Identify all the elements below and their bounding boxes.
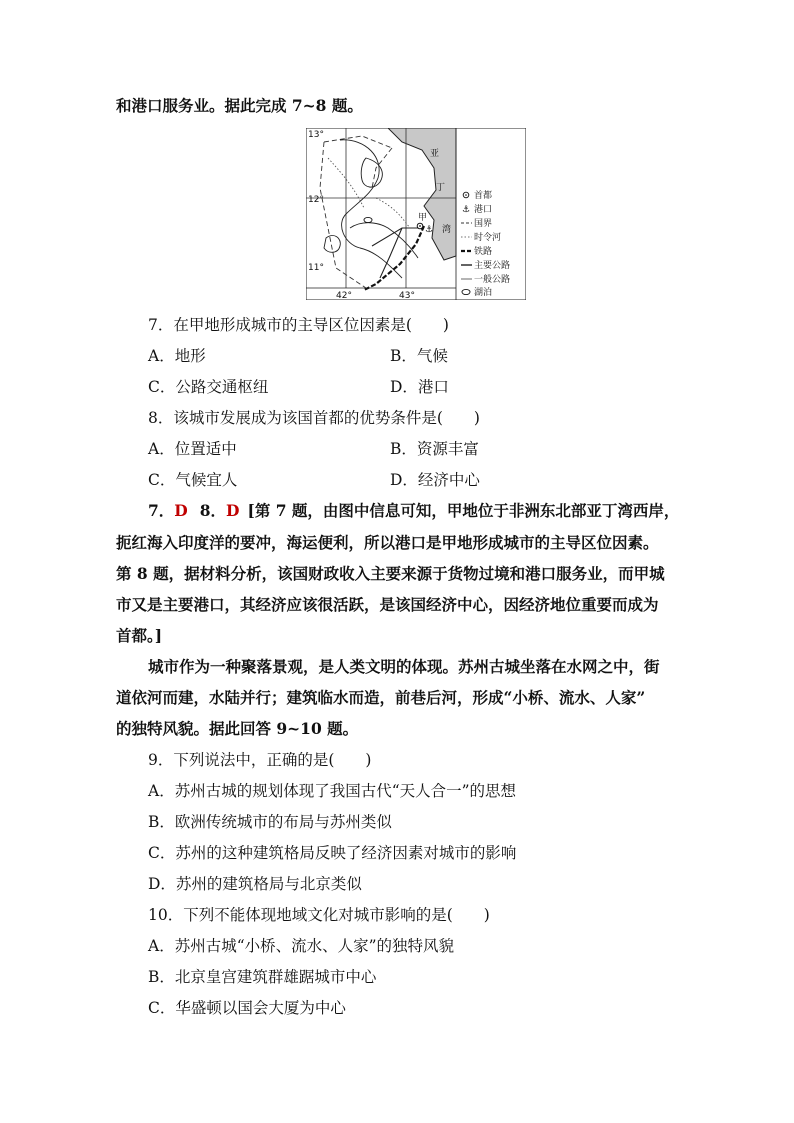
q7-option-a: A．地形	[148, 347, 206, 365]
lon-label-42: 42°	[336, 291, 352, 300]
q8-option-b: B．资源丰富	[390, 440, 479, 458]
legend-railway: 铁路	[474, 247, 493, 257]
answer78-line3: 第 8 题，据材料分析，该国财政收入主要来源于货物过境和港口服务业，而甲城	[116, 564, 665, 583]
lat-label-13: 13°	[308, 130, 324, 140]
q9-stem: 9．下列说法中，正确的是( )	[148, 751, 372, 769]
q7-option-d: D．港口	[390, 378, 449, 396]
q10-option-a: A．苏州古城“小桥、流水、人家”的独特风貌	[148, 937, 455, 955]
map-svg	[306, 128, 526, 300]
answer78-line2: 扼红海入印度洋的要冲，海运便利，所以港口是甲地形成城市的主导区位因素。	[116, 533, 659, 552]
legend-border: 国界	[474, 219, 493, 229]
passage2-line2: 道依河而建，水陆并行；建筑临水而造，前巷后河，形成“小桥、流水、人家”	[116, 688, 646, 707]
answer78-prefix1: 7．	[148, 501, 175, 520]
capital-dot	[419, 225, 421, 227]
q9-option-b: B．欧洲传统城市的布局与苏州类似	[148, 813, 392, 831]
map-figure	[306, 128, 526, 300]
legend-main-road: 主要公路	[474, 261, 511, 271]
q8-stem: 8．该城市发展成为该国首都的优势条件是( )	[148, 409, 480, 427]
q10-option-b: B．北京皇宫建筑群雄踞城市中心	[148, 968, 377, 986]
answer78-line1-rest: [第 7 题，由图中信息可知，甲地位于非洲东北部亚丁湾西岸，	[247, 501, 680, 520]
q10-option-c: C．华盛顿以国会大厦为中心	[148, 999, 346, 1017]
q9-option-a: A．苏州古城的规划体现了我国古代“天人合一”的思想	[148, 782, 517, 800]
legend-lake: 湖泊	[474, 288, 493, 298]
legend-river: 时令河	[474, 233, 502, 243]
lat-label-11: 11°	[308, 263, 324, 273]
q8-option-d: D．经济中心	[390, 471, 480, 489]
lon-label-43: 43°	[399, 291, 415, 300]
port-symbol-icon: ⚓	[425, 225, 434, 235]
legend-port-icon: ⚓	[462, 205, 471, 215]
intro-line: 和港口服务业。据此完成 7~8 题。	[116, 96, 363, 115]
passage2-line3: 的独特风貌。据此回答 9~10 题。	[116, 719, 359, 738]
q7-option-c: C．公路交通枢纽	[148, 378, 269, 396]
q8-option-c: C．气候宜人	[148, 471, 238, 489]
legend-road: 一般公路	[474, 275, 511, 285]
q7-option-b: B．气候	[390, 347, 448, 365]
answer78-prefix2: 8．	[199, 501, 227, 520]
q10-stem: 10．下列不能体现地域文化对城市影响的是( )	[148, 906, 490, 924]
answer78-line4: 市又是主要港口，其经济应该很活跃，是该国经济中心，因经济地位重要而成为	[116, 595, 659, 614]
answer78-line5: 首都。]	[116, 626, 163, 645]
answer78-ans1: D	[174, 501, 188, 520]
q9-option-d: D．苏州的建筑格局与北京类似	[148, 875, 362, 893]
q7-stem: 7．在甲地形成城市的主导区位因素是( )	[148, 316, 449, 334]
answer78-line1	[148, 501, 679, 521]
place-label-ding: 丁	[436, 183, 446, 193]
q8-option-a: A．位置适中	[148, 440, 237, 458]
q9-option-c: C．苏州的这种建筑格局反映了经济因素对城市的影响	[148, 844, 517, 862]
legend-port: 港口	[474, 205, 493, 215]
lat-label-12: 12°	[308, 195, 324, 205]
answer78-ans2: D	[226, 501, 240, 520]
legend-capital: 首都	[474, 191, 493, 201]
place-label-jia: 甲	[418, 213, 428, 223]
passage2-line1: 城市作为一种聚落景观，是人类文明的体现。苏州古城坐落在水网之中，街	[148, 657, 660, 676]
place-label-ya: 亚	[430, 149, 440, 159]
place-label-wan: 湾	[442, 225, 452, 235]
